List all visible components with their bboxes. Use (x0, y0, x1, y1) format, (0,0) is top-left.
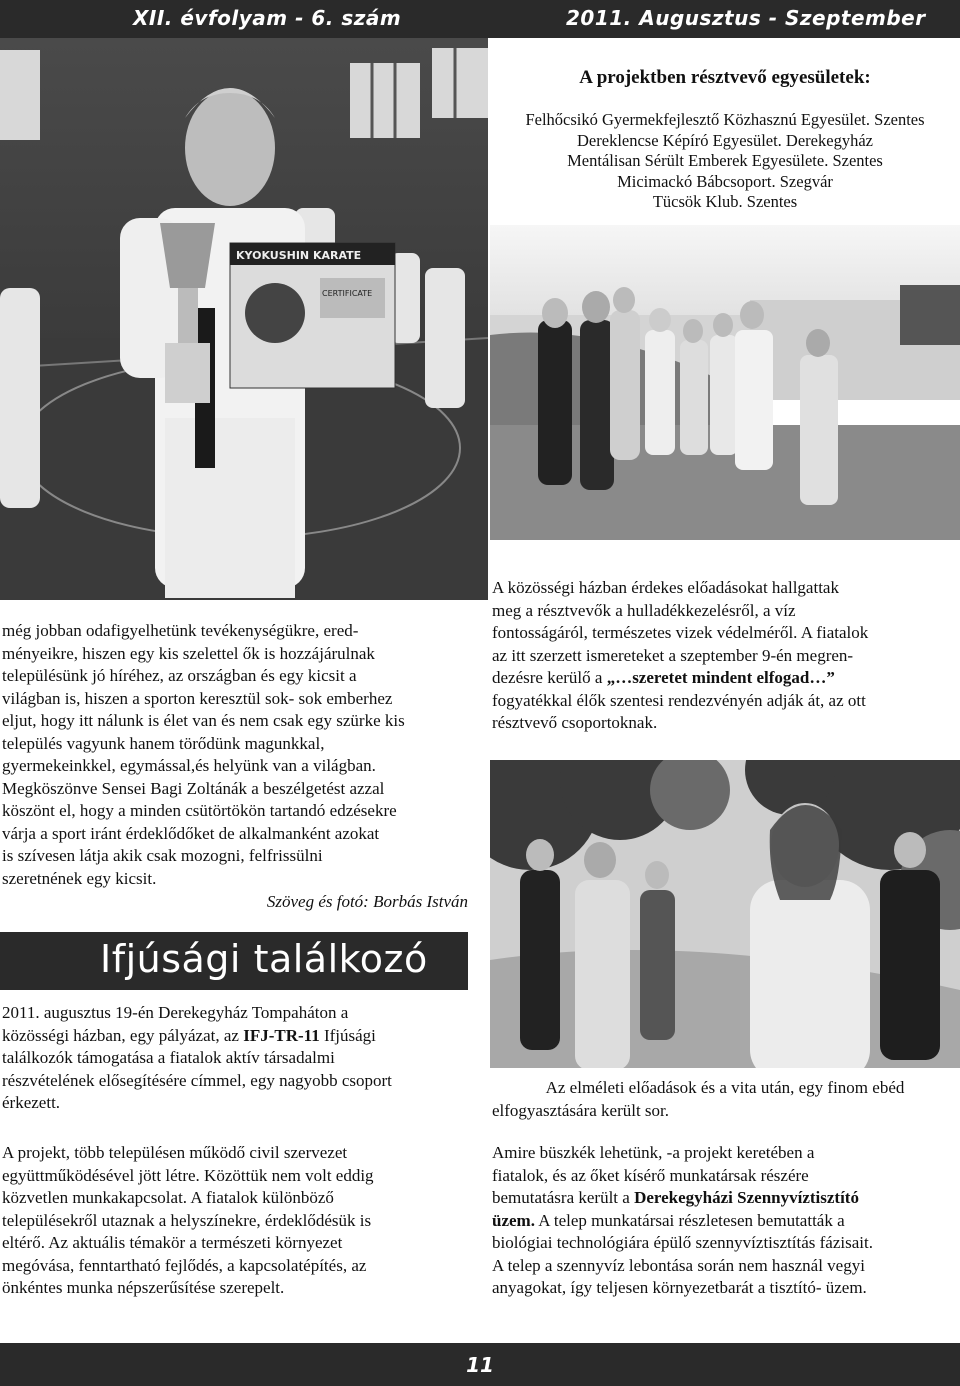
text-line: is szívesen látja akik csak mozogni, felfrissülni (2, 846, 323, 865)
projects-line: Dereklencse Képíró Egyesület. Derekegyház (577, 130, 873, 150)
text-line: Amire büszkék lehetünk, -a projekt keretében a (492, 1143, 815, 1162)
article-title: Ifjúsági találkozó (100, 937, 428, 981)
text-line: gyermekeinkkel, egymással,és helyünk van a világban. (2, 756, 376, 775)
text-line: közvetlen munkakapcsolat. A fiatalok különböző (2, 1188, 334, 1207)
text-line: Megköszönve Sensei Bagi Zoltánák a beszélgetést azzal (2, 778, 385, 798)
photo-credit: Szöveg és fotó: Borbás István (266, 892, 468, 911)
article-paragraph-2 (2, 1142, 468, 1300)
text-line: meg a résztvevők a hulladékkezelésről, a víz (492, 600, 796, 620)
section-title-bar (0, 932, 468, 990)
text-line: fontosságáról, természetes vizek védelméről. A fiatalok (492, 623, 869, 642)
plant-suffix: üzem. (492, 1210, 535, 1230)
text-line: biológiai technológiára épülő szennyvíztisztítás fázisait. (492, 1233, 873, 1252)
text-line: önkéntes munka népszerűsítése szerepelt. (2, 1278, 285, 1297)
text-fragment: bemutatásra került a (492, 1188, 630, 1207)
walking-group-photo (490, 760, 960, 1068)
text-line: anyagokat, így teljesen környezetbarát a tisztító- üzem. (492, 1278, 867, 1297)
plant-name: Derekegyházi Szennyvíztisztító (634, 1188, 859, 1207)
footer-bar (0, 1343, 960, 1386)
projects-list (490, 110, 960, 213)
text-line (492, 1210, 958, 1233)
article-paragraph-3 (492, 577, 958, 735)
text-line: résztvevő csoportoknak. (492, 713, 658, 732)
certificate-title: KYOKUSHIN KARATE (236, 249, 362, 262)
text-line: találkozók támogatása a fiatalok aktív társadalmi (2, 1048, 335, 1067)
text-line: A projekt, több településen működő civil szervezet (2, 1143, 348, 1162)
lake-group-photo (490, 225, 960, 540)
text-line: az itt szerzett ismereteket a szeptember 9-én megren- (492, 645, 854, 665)
text-line: A közösségi házban érdekes előadásokat hallgattak (492, 578, 839, 597)
text-line: településekről utaznak a helyszínekre, érdeklődésük is (2, 1210, 372, 1230)
issue-label: XII. évfolyam - 6. szám (133, 6, 402, 30)
text-fragment: Ifjúsági (323, 1025, 376, 1045)
article-paragraph-4 (492, 1142, 958, 1300)
text-line: eljut, hogy itt nálunk is élet van és nem csak egy szürke kis (2, 711, 405, 730)
text-line: A telep a szennyvíz lebontása során nem használ vegyi (492, 1255, 865, 1275)
text-line: eltérő. Az aktuális témakör a természeti környezet (2, 1233, 343, 1252)
karate-text (2, 620, 468, 890)
article-paragraph-1 (2, 1002, 468, 1115)
text-line: Az elméleti előadások és a vita után, egy finom ebéd (545, 1078, 905, 1097)
photo-caption (492, 1077, 958, 1122)
text-line: részvételének elősegítésére címmel, egy nagyobb csoport (2, 1070, 392, 1090)
text-line: település vagyunk hanem törődünk magunkkal, (2, 733, 325, 753)
text-line: fogyatékkal élők szentesi rendezvényén adják át, az ott (492, 690, 866, 710)
text-line: érkezett. (2, 1093, 61, 1112)
text-line (492, 1187, 958, 1210)
page-number: 11 (466, 1353, 494, 1377)
text-fragment: dezésre kerülő a (492, 668, 603, 687)
projects-title: A projektben résztvevő egyesületek: (579, 67, 871, 88)
text-line: ményeikre, hiszen egy kis szelettel ők is hozzájárulnak (2, 643, 375, 663)
project-code: IFJ-TR-11 (243, 1025, 320, 1045)
text-line: 2011. augusztus 19-én Derekegyház Tompaháton a (2, 1003, 349, 1022)
projects-line: Tücsök Klub. Szentes (652, 192, 798, 211)
projects-line: Micimackó Bábcsoport. Szegvár (617, 171, 833, 191)
text-line: várja a sport iránt érdeklődőket de alkalmanként azokat (2, 823, 380, 843)
text-line: elfogyasztására került sor. (492, 1100, 670, 1120)
date-label: 2011. Augusztus - Szeptember (566, 6, 926, 30)
text-line: köszönt el, hogy a minden csütörtökön tartandó edzésekre (2, 801, 397, 820)
text-line (492, 667, 958, 690)
text-line: szeretnének egy kicsit. (2, 868, 157, 888)
text-line: megóvása, fenntartható fejlődés, a kapcsolatépítés, az (2, 1255, 367, 1275)
karate-photo (0, 38, 488, 600)
text-line: még jobban odafigyelhetünk tevékenységükre, ered- (2, 621, 359, 640)
text-line: fiatalok, és az őket kísérő munkatársak részére (492, 1165, 809, 1185)
certificate-word: CERTIFICATE (322, 289, 373, 298)
projects-line: Felhőcsikó Gyermekfejlesztő Közhasznú Egyesület. Szentes (525, 110, 925, 129)
text-line: együttműködésével jött létre. Közöttük nem volt eddig (2, 1165, 374, 1185)
text-fragment: A telep munkatársai részletesen bemutatták a (538, 1210, 845, 1230)
header-bar (0, 0, 960, 38)
text-line: világban is, hiszen a sporton keresztül sok- sok emberhez (2, 688, 393, 708)
text-fragment: közösségi házban, egy pályázat, az (2, 1025, 239, 1045)
text-line (2, 1025, 468, 1048)
projects-line: Mentálisan Sérült Emberek Egyesülete. Szentes (567, 151, 883, 170)
text-line: településünk jó híréhez, az országban és egy kicsit a (2, 666, 357, 685)
event-name: „…szeretet mindent elfogad…” (606, 668, 835, 687)
